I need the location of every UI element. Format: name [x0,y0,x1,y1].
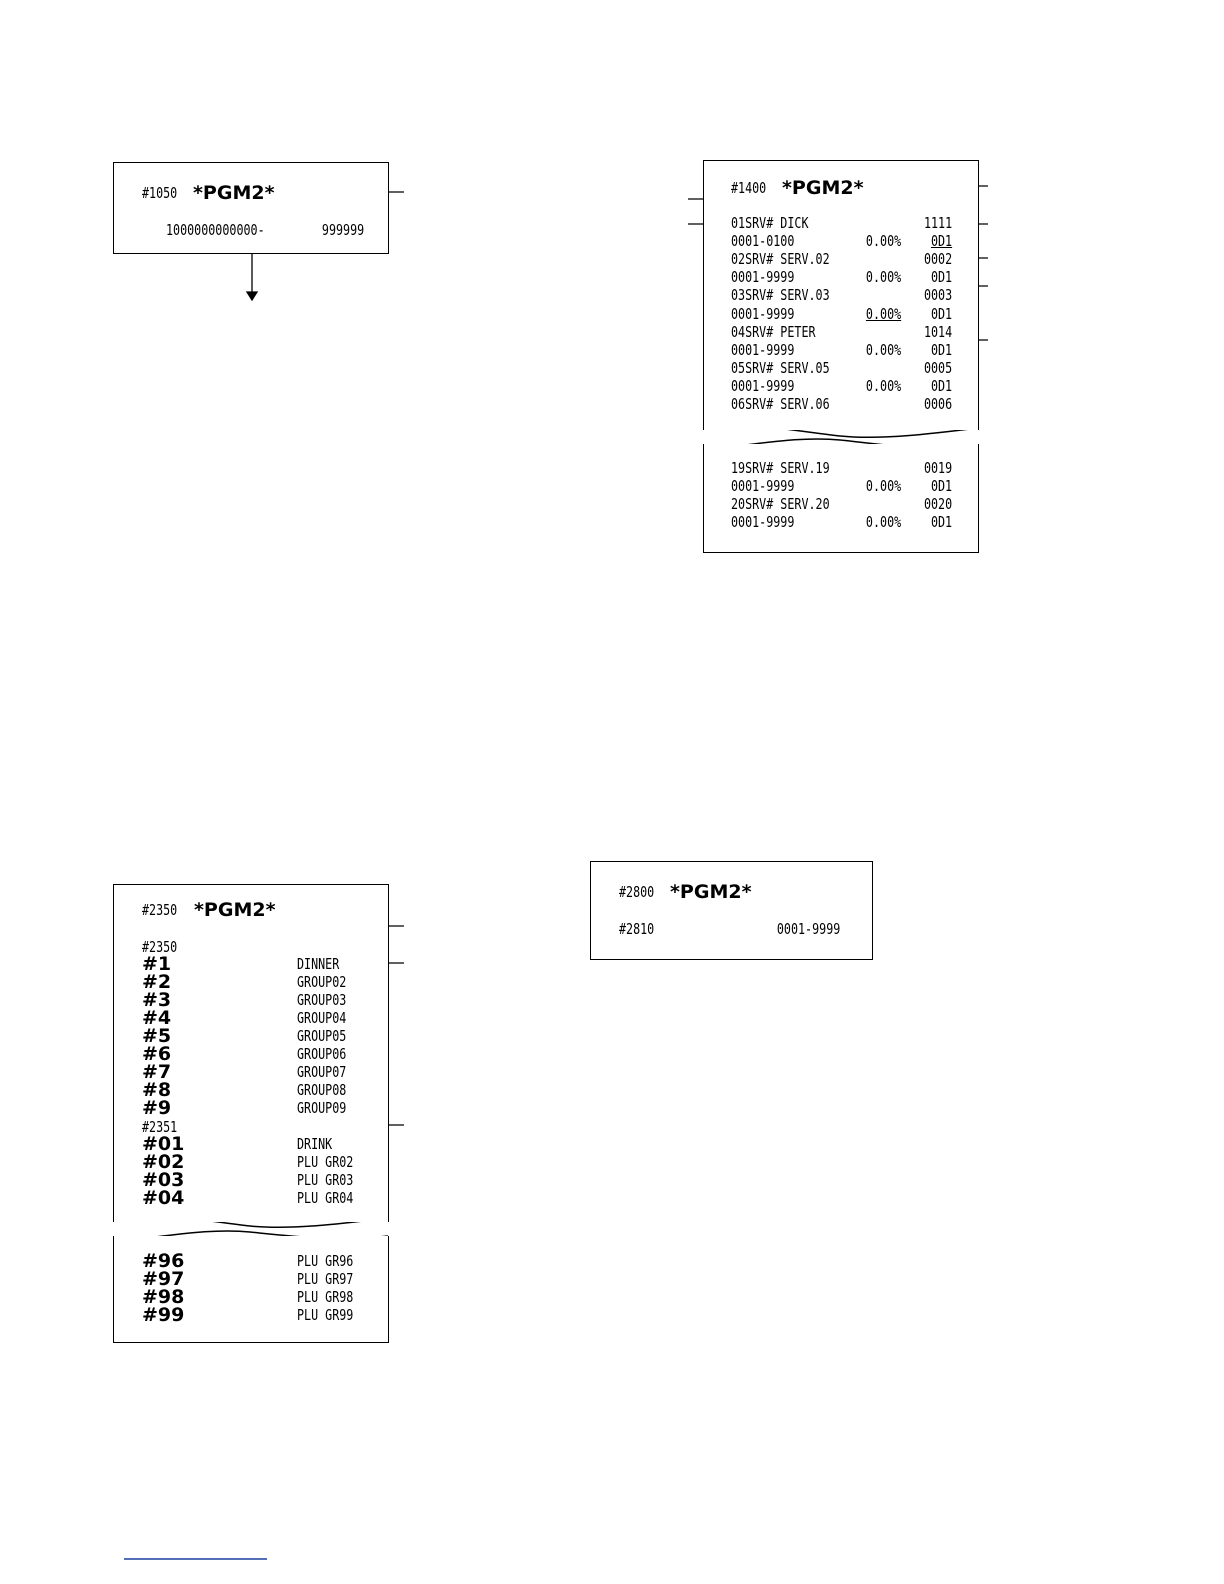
row-right: 0006 [923,395,952,413]
receipt-title: *PGM2* [670,881,752,903]
group-name: GROUP07 [297,1063,347,1081]
group-name: GROUP04 [297,1009,347,1027]
row-left: 06SRV# SERV.06 [731,395,830,413]
plu-group-name: PLU GR98 [297,1288,354,1306]
plu-group-number: #99 [142,1304,185,1326]
plu-group-name: DRINK [297,1135,333,1153]
row-right: 0D1 [930,340,952,359]
group-name: GROUP06 [297,1045,347,1063]
group-name: GROUP08 [297,1081,347,1099]
receipt-1400 [703,160,979,430]
receipt-title: *PGM2* [193,182,275,204]
receipt-code: #2800 [619,883,655,901]
row-right: 0D1 [930,304,952,323]
group-name: GROUP09 [297,1099,347,1117]
plu-group-number: #98 [142,1286,185,1308]
row-left: 0001-9999 [731,268,795,287]
row-left: 0001-0100 [731,232,795,251]
row-right: 0003 [923,286,952,305]
row-percent: 0.00% [865,304,901,323]
receipt-range: 0001-9999 [776,920,840,938]
receipt-1400-tail [703,444,979,553]
row-left: 05SRV# SERV.05 [731,358,830,377]
row-right: 0D1 [930,513,952,532]
receipt-2350 [113,884,389,1222]
receipt-2800 [590,861,873,960]
receipt-value-left: 1000000000000- [166,221,265,239]
row-right: 0D1 [930,268,952,287]
receipt-code: #1400 [731,179,767,197]
row-right: 0D1 [930,376,952,395]
plu-group-name: PLU GR03 [297,1171,354,1189]
receipt-1050 [113,162,389,254]
group-number: #1 [142,953,172,975]
receipt-title: *PGM2* [782,177,864,199]
row-percent: 0.00% [865,477,901,496]
row-percent: 0.00% [865,268,901,287]
receipt-title: *PGM2* [194,899,276,921]
group-number: #9 [142,1097,172,1119]
row-right: 0020 [923,495,952,514]
plu-group-name: PLU GR97 [297,1270,354,1288]
plu-group-number: #02 [142,1151,185,1173]
row-right: 0005 [923,358,952,377]
section-code: #2350 [142,938,178,956]
group-number: #7 [142,1061,172,1083]
group-name: GROUP03 [297,991,347,1009]
row-left: 0001-9999 [731,513,795,532]
section-code: #2351 [142,1118,178,1136]
row-left: 0001-9999 [731,477,795,496]
row-left: 02SRV# SERV.02 [731,250,830,269]
plu-group-name: PLU GR99 [297,1306,354,1324]
receipt-2350-tail [113,1236,389,1343]
row-right: 0D1 [930,477,952,496]
group-number: #3 [142,989,172,1011]
receipt-code: #2350 [142,901,178,919]
row-percent: 0.00% [865,232,901,251]
row-right: 0002 [923,250,952,269]
row-percent: 0.00% [865,513,901,532]
plu-group-number: #96 [142,1250,185,1272]
row-left: 0001-9999 [731,340,795,359]
plu-group-name: PLU GR02 [297,1153,354,1171]
row-left: 20SRV# SERV.20 [731,495,830,514]
group-number: #6 [142,1043,172,1065]
row-right: 0D1 [930,232,952,251]
group-number: #8 [142,1079,172,1101]
receipt-value-right: 999999 [321,221,364,239]
group-name: GROUP05 [297,1027,347,1045]
row-right: 1111 [923,214,952,232]
plu-group-number: #01 [142,1133,185,1155]
plu-group-number: #03 [142,1169,185,1191]
receipt-code: #1050 [142,184,178,202]
row-percent: 0.00% [865,340,901,359]
group-number: #5 [142,1025,172,1047]
group-number: #2 [142,971,172,993]
group-name: GROUP02 [297,973,347,991]
row-left: 0001-9999 [731,376,795,395]
row-right: 1014 [923,322,952,341]
plu-group-name: PLU GR96 [297,1252,354,1270]
group-number: #4 [142,1007,172,1029]
plu-group-number: #97 [142,1268,185,1290]
row-left: 04SRV# PETER [731,322,816,341]
row-left: 0001-9999 [731,304,795,323]
receipt-subcode: #2810 [619,920,655,938]
group-name: DINNER [297,955,340,973]
plu-group-number: #04 [142,1187,185,1209]
row-left: 01SRV# DICK [731,214,809,232]
plu-group-name: PLU GR04 [297,1189,354,1207]
row-left: 19SRV# SERV.19 [731,459,830,477]
row-right: 0019 [923,459,952,477]
row-percent: 0.00% [865,376,901,395]
row-left: 03SRV# SERV.03 [731,286,830,305]
